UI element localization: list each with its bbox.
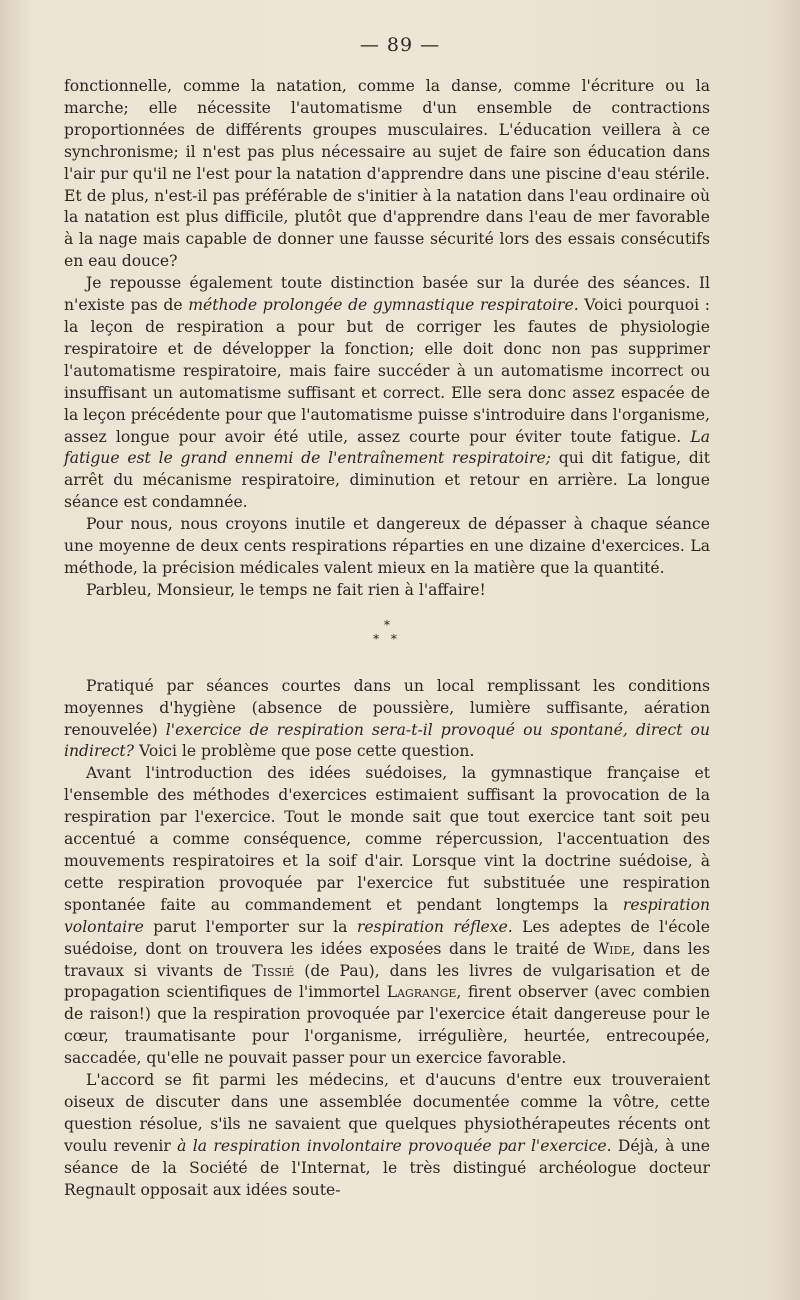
text-run: L'accord se fit parmi les médecins, et d'aucuns d'entre eux trouveraient oiseux de discuter dans une assemblée documentée comme la vôtre, cette question résolue, s'ils ne savaient que quelques physiothérapeutes récents ont voulu revenir bbox=[64, 1071, 710, 1155]
text-run: Je repousse également toute distinction basée sur la durée des séances. Il n'existe pas de bbox=[64, 274, 710, 315]
author-name: Lagrange bbox=[386, 983, 457, 1002]
page-number: — 89 — bbox=[359, 34, 441, 56]
author-name: Tissié bbox=[252, 961, 295, 980]
text-run: qui dit fatigue, dit arrêt du mécanisme respiratoire, diminution et retour en arrière. La longue séance est condamnée. bbox=[64, 449, 711, 512]
text-run: fonctionnelle, comme la natation, comme la danse, comme l'écriture ou la marche; elle nécessite l'automatisme d'un ensemble de contractions proportionnées de différents groupes musculaires. L'éducation veillera à ce synchronisme; il n'est pas plus nécessaire au sujet de faire son éducation dans l'air pur qu'il ne l'est pour la natation d'apprendre dans une piscine d'eau stérile. Et de plus, n'est-il pas préférable de s'initier à la natation dans l'eau ordinaire où la natation est plus difficile, plutôt que d'apprendre dans l'eau de mer favorable à la nage mais capable de donner une fausse sécurité lors des essais consécutifs en eau douce? bbox=[64, 77, 710, 271]
italic-text: respiration volontaire bbox=[64, 895, 710, 936]
italic-text: l'exercice de respiration sera-t-il provoqué ou spontané, direct ou indirect? bbox=[64, 720, 710, 761]
text-run: Parbleu, Monsieur, le temps ne fait rien à l'affaire! bbox=[86, 580, 486, 599]
text-run: parut l'emporter sur la bbox=[143, 917, 357, 936]
paragraph bbox=[64, 676, 710, 764]
text-run: Voici pourquoi : la leçon de respiration a pour but de corriger les fautes de physiologie respiratoire et de développer la fonction; elle doit donc non pas supprimer l'automatisme respiratoire, mais faire succéder à un automatisme incorrect ou insuffisant un automatisme suffisant et correct. Elle sera donc assez espacée de la leçon précédente pour que l'automatisme puisse s'introduire dans l'organisme, assez longue pour avoir été utile, assez courte pour éviter toute fatigue. bbox=[64, 296, 711, 446]
text-run: , firent observer (avec combien de raison!) que la respiration provoquée par l'exercice était dangereuse pour le cœur, traumatisante pour l'organisme, irrégulière, heurtée, entrecoupée, saccadée, qu'elle ne pouvait passer pour un exercice favorable. bbox=[64, 983, 710, 1068]
italic-text: méthode prolongée de gymnastique respiratoire. bbox=[188, 296, 579, 315]
paragraph bbox=[64, 1070, 710, 1201]
italic-text: La fatigue est le grand ennemi de l'entraînement respiratoire; bbox=[64, 427, 710, 468]
italic-text: à la respiration involontaire provoquée par l'exercice. bbox=[177, 1136, 612, 1155]
text-run: Pour nous, nous croyons inutile et dangereux de dépasser à chaque séance une moyenne de deux cents respirations réparties en une dizaine d'exercices. La méthode, la précision médicales valent mieux en la matière que la quantité. bbox=[64, 515, 710, 577]
paragraph bbox=[64, 763, 710, 1070]
author-name: Wide bbox=[593, 939, 631, 958]
text-run: Les adeptes de l'école suédoise, dont on trouvera les idées exposées dans le traité de bbox=[64, 917, 710, 958]
section-separator bbox=[64, 618, 710, 646]
italic-text: respiration réflexe. bbox=[356, 917, 513, 936]
paragraph bbox=[64, 514, 710, 580]
paragraph bbox=[64, 580, 710, 602]
asterisk-bottom: * * bbox=[373, 631, 401, 646]
paragraph bbox=[64, 273, 710, 514]
text-run: (de Pau), dans les livres de vulgarisation et de propagation scientifiques de l'immortel bbox=[64, 961, 710, 1002]
paragraph bbox=[64, 76, 710, 273]
text-run: Pratiqué par séances courtes dans un local remplissant les conditions moyennes d'hygiène (absence de poussière, lumière suffisante, aération renouvelée) bbox=[64, 676, 710, 739]
text-run: , dans les travaux si vivants de bbox=[64, 939, 710, 980]
text-run: Déjà, à une séance de la Société de l'Internat, le très distingué archéologue docteur Regnault opposait aux idées soute- bbox=[64, 1136, 711, 1199]
text-run: Voici le problème que pose cette question. bbox=[134, 742, 475, 761]
text-run: Avant l'introduction des idées suédoises, la gymnastique française et l'ensemble des méthodes d'exercices estimaient suffisant la provocation de la respiration par l'exercice. Tout le monde sait que tout exercice tant soit peu accentué a comme conséquence, comme répercussion, l'accentuation des mouvements respiratoires et la soif d'air. Lorsque vint la doctrine suédoise, à cette respiration provoquée par l'exercice fut substituée une respiration spontanée faite au commandement et pendant longtemps la bbox=[64, 764, 710, 914]
body-text bbox=[64, 76, 710, 1202]
asterisk-top: * bbox=[384, 617, 390, 632]
